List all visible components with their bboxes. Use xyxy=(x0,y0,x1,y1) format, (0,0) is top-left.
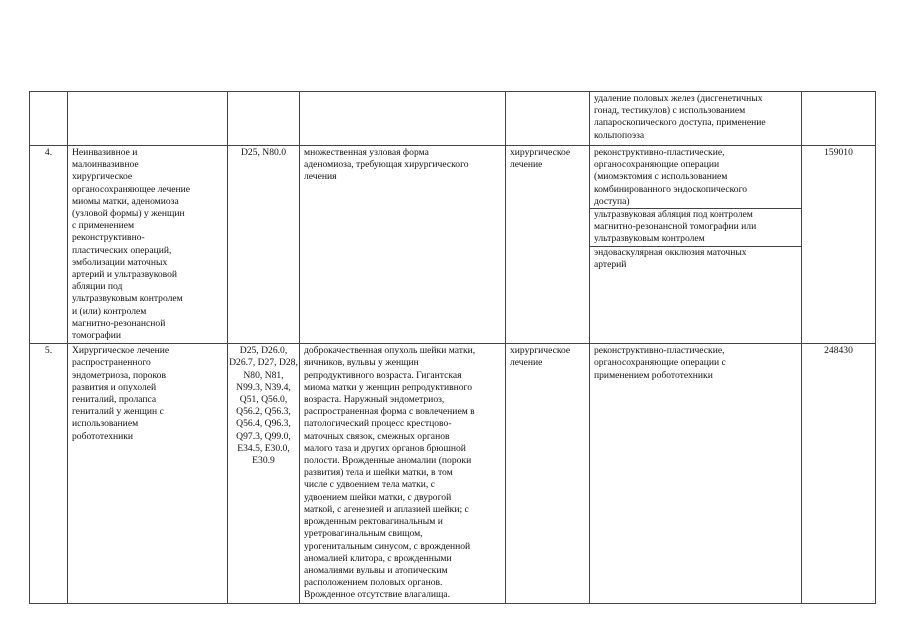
patient-model xyxy=(300,92,506,146)
cost: 159010 xyxy=(802,146,876,344)
treatment-methods xyxy=(590,146,802,344)
row-number xyxy=(30,92,68,146)
table-row-5 xyxy=(30,344,876,603)
treatment-type: хирургическое лечение xyxy=(506,344,590,603)
vmp-table xyxy=(29,91,876,604)
table-row-4 xyxy=(30,146,876,344)
icd-codes: D25, D26.0, D26.7, D27, D28, N80, N81, N99.3, N39.4, Q51, Q56.0, Q56.2, Q56.3, Q56.4, Q96.3, Q97.3, Q99.0, E34.5, E30.0, E30.9 xyxy=(228,344,300,603)
icd-codes: D25, N80.0 xyxy=(228,146,300,344)
cost: 248430 xyxy=(802,344,876,603)
table-row-continued xyxy=(30,92,876,146)
patient-model: доброкачественная опухоль шейки матки, яичников, вульвы у женщин репродуктивного возраста. Гигантская миома матки у женщин репродуктивного возраста. Наружный эндометриоз, распространенная форма с вовлечением в патологический процесс крестцово- маточных связок, смежных органов малого таза и других органов брюшной полости. Врожденные аномалии (пороки развития) тела и шейки матки, в том числе с удвоением тела матки, с удвоением шейки матки, с двурогой маткой, с агенезией и аплазией шейки; с врожденным ректовагинальным и уретровагинальным свищом, урогенитальным синусом, с врожденной аномалией клитора, с врожденными аномалиями вульвы и атопическим расположением половых органов. Врожденное отсутствие влагалища. xyxy=(300,344,506,603)
treatment-methods xyxy=(590,344,802,603)
treatment-type: хирургическое лечение xyxy=(506,146,590,344)
service-name xyxy=(68,92,228,146)
row-number: 4. xyxy=(30,146,68,344)
treatment-method: удаление половых желез (дисгенетичных гонад, тестикулов) с использованием лапароскопического доступа, применение кольпопоэза xyxy=(594,93,766,141)
cost xyxy=(802,92,876,146)
service-name: Хирургическое лечение распространенного эндометриоза, пороков развития и опухолей гениталий, пролапса гениталий у женщин с использованием робототехники xyxy=(68,344,228,603)
row-number: 5. xyxy=(30,344,68,603)
treatment-type xyxy=(506,92,590,146)
treatment-methods xyxy=(590,92,802,146)
treatment-method: реконструктивно-пластические, органосохраняющие операции с применением робототехники xyxy=(594,345,726,381)
treatment-method: ультразвуковая абляция под контролем магнитно-резонансной томографии или ультразвуковым контролем xyxy=(590,208,801,246)
treatment-method: реконструктивно-пластические, органосохраняющие операции (миомэктомия с использованием комбинированного эндоскопического доступа) xyxy=(594,147,748,207)
service-name: Неинвазивное и малоинвазивное хирургическое органосохраняющее лечение миомы матки, аденомиоза (узловой формы) у женщин с применением реконструктивно- пластических операций, эмболизации маточных артерий и ультразвуковой абляции под ультразвуковым контролем и (или) контролем магнитно-резонансной томографии xyxy=(68,146,228,344)
patient-model: множественная узловая форма аденомиоза, требующая хирургического лечения xyxy=(300,146,506,344)
treatment-method: эндоваскулярная окклюзия маточных артерий xyxy=(590,246,801,271)
icd-codes xyxy=(228,92,300,146)
